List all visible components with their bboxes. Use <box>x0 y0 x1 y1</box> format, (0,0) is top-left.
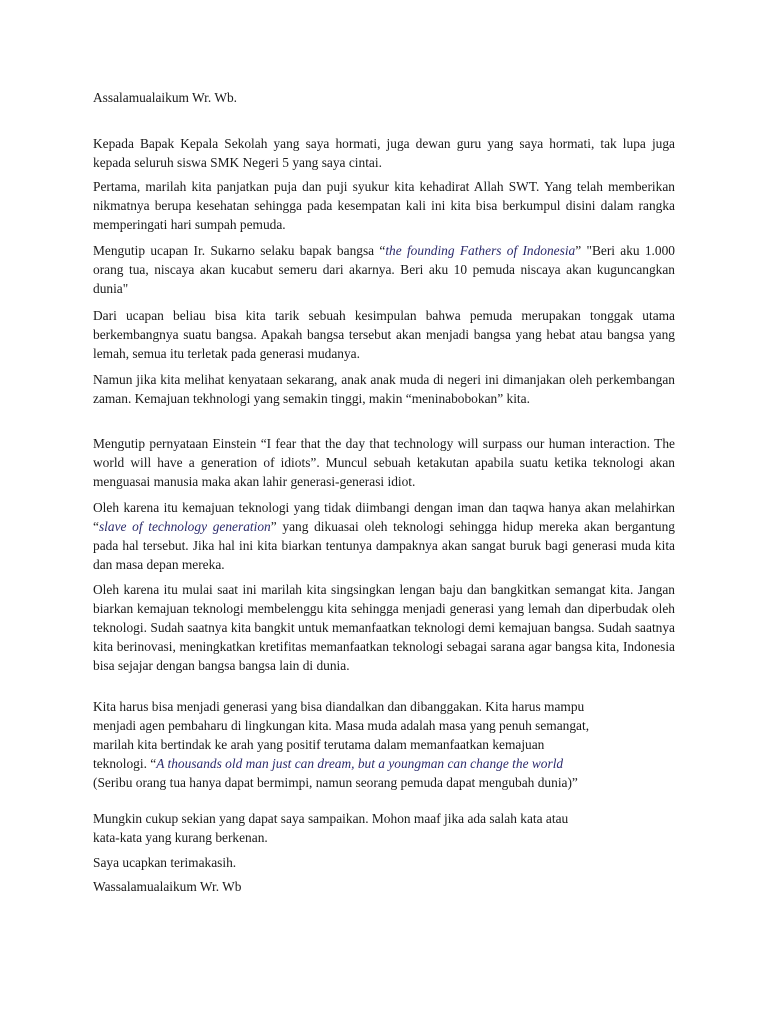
paragraph-opening: Pertama, marilah kita panjatkan puja dan puji syukur kita kehadirat Allah SWT. Yang telah memberikan nikmatnya berupa kesehatan sehingga pada kesempatan kali ini kita bisa berkumpul disini dalam rangka memperingati hari sumpah pemuda. <box>93 179 675 232</box>
text-run: ” yang dikuasai oleh teknologi sehingga hidup mereka akan bergantung pada hal tersebut. Jika hal ini kita biarkan tentunya dampaknya akan sangat buruk bagi generasi muda kita dan masa depan mereka. <box>93 519 675 572</box>
text-line: Mungkin cukup sekian yang dapat saya sampaikan. Mohon maaf jika ada salah kata atau <box>93 811 569 826</box>
text-line: menjadi agen pembaharu di lingkungan kita. Masa muda adalah masa yang penuh semangat, <box>93 718 590 733</box>
paragraph-reality: Namun jika kita melihat kenyataan sekarang, anak anak muda di negeri ini dimanjakan oleh perkembangan zaman. Kemajuan tekhnologi yang semakin tinggi, makin “meninabobokan” kita. <box>93 372 675 406</box>
greeting: Assalamualaikum Wr. Wb. <box>93 90 238 105</box>
text-line: Kita harus bisa menjadi generasi yang bisa diandalkan dan dibanggakan. Kita harus mampu <box>93 699 585 714</box>
text-run: ” "Beri aku 1.000 orang tua, niscaya akan kucabut semeru dari akarnya. Beri aku 10 pemuda niscaya akan kuguncangkan dunia" <box>93 243 675 296</box>
text-line <box>93 754 675 773</box>
text-run: Mengutip ucapan Ir. Sukarno selaku bapak bangsa “ <box>93 243 386 258</box>
paragraph-call-to-action: Oleh karena itu mulai saat ini marilah kita singsingkan lengan baju dan bangkitkan semangat kita. Jangan biarkan kemajuan teknologi membelenggu kita sehingga menjadi generasi yang lemah dan diperbudak oleh teknologi. Sudah saatnya kita bangkit untuk memanfaatkan teknologi demi kemajuan bangsa. Sudah saatnya kita berinovasi, meningkatkan kretifitas memanfaatkan teknologi sebagai sarana agar bangsa kita, Indonesia bisa sejajar dengan bangsa bangsa lain di dunia. <box>93 582 675 673</box>
text-line: (Seribu orang tua hanya dapat bermimpi, namun seorang pemuda dapat mengubah dunia)” <box>93 775 578 790</box>
text-run: teknologi. “ <box>93 756 157 771</box>
paragraph-sukarno-quote <box>93 241 675 298</box>
closing: Wassalamualaikum Wr. Wb <box>93 879 242 894</box>
text-line: marilah kita bertindak ke arah yang positif terutama dalam memanfaatkan kemajuan <box>93 737 545 752</box>
paragraph-thanks: Saya ucapkan terimakasih. <box>93 855 237 870</box>
paragraph-salutation: Kepada Bapak Kepala Sekolah yang saya hormati, juga dewan guru yang saya hormati, tak lupa juga kepada seluruh siswa SMK Negeri 5 yang saya cintai. <box>93 136 675 170</box>
paragraph-einstein-quote: Mengutip pernyataan Einstein “I fear that the day that technology will surpass our human interaction. The world will have a generation of idiots”. Muncul sebuah ketakutan apabila suatu ketika teknologi akan menguasai manusia maka akan lahir generasi-generasi idiot. <box>93 436 675 489</box>
paragraph-closing-remarks <box>93 809 675 847</box>
text-run: Oleh karena itu kemajuan teknologi yang tidak diimbangi dengan iman dan taqwa hanya akan melahirkan “ <box>93 500 675 534</box>
text-line: kata-kata yang kurang berkenan. <box>93 830 268 845</box>
paragraph-conclusion: Dari ucapan beliau bisa kita tarik sebuah kesimpulan bahwa pemuda merupakan tonggak utama berkembangnya suatu bangsa. Apakah bangsa tersebut akan menjadi bangsa yang hebat atau bangsa yang lemah, semua itu terletak pada generasi mudanya. <box>93 308 675 361</box>
paragraph-generation <box>93 697 675 792</box>
italic-quote: slave of technology generation <box>98 519 271 534</box>
italic-quote: A thousands old man just can dream, but a youngman can change the world <box>156 756 564 771</box>
italic-quote: the founding Fathers of Indonesia <box>385 243 576 258</box>
paragraph-technology <box>93 498 675 574</box>
